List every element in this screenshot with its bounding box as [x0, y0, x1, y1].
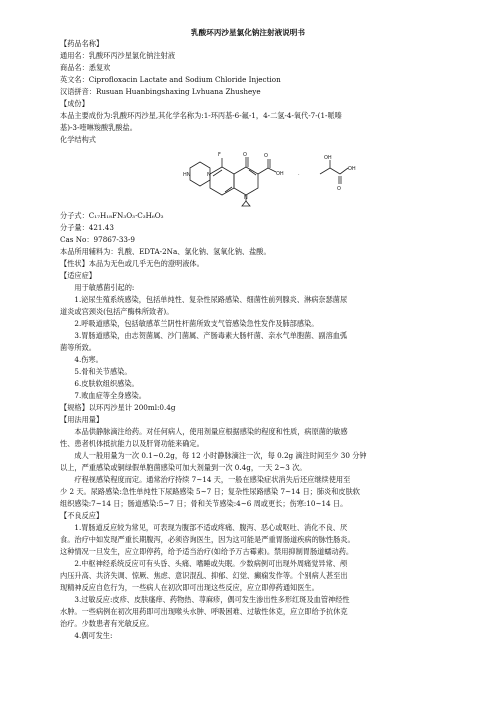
text-line: 【成份】 [60, 99, 89, 108]
text-line: 这种情况一旦发生，应立即停药，给予适当治疗(如给予万古霉素)。禁用抑制胃肠道蠕动药。 [60, 547, 354, 556]
text-line: 本品供静脉滴注给药。对任何病人，使用剂量应根据感染的程度和性质，病原菌的敏感 [60, 427, 348, 436]
text-line: 4.伤寒。 [60, 355, 103, 364]
text-line: 组织感染:7~14 日；肠道感染:5~7 日；骨和关节感染:4~6 周或更长；伤寒:10~14 日。 [60, 499, 348, 508]
text-line: 食。治疗中如发现严重长期腹泻，必须咨询医生，因为这可能是严重胃肠道疾病的脉性肠炎。 [60, 535, 355, 544]
text-line: 分子式：C₁₇H₁₈FN₃O₃·C₃H₆O₃ [60, 211, 164, 220]
svg-text:OH: OH [348, 166, 356, 172]
text-line: 用于敏感菌引起的: [60, 283, 135, 292]
svg-text:O: O [337, 186, 341, 192]
text-line: 菌等所致。 [60, 343, 96, 352]
svg-text:OH: OH [276, 171, 284, 177]
text-line: 现精神反应自危行为，一些病人在初次即可出现这些反应，应立即停药通知医生。 [60, 583, 319, 592]
text-line: 性、患者机体抵抗能力以及肝肾功能来确定。 [60, 439, 204, 448]
text-line: 【药品名称】 [60, 39, 104, 48]
text-line: 6.皮肤软组织感染。 [60, 379, 139, 388]
text-line: 道炎或宫颈炎(包括产酶株所致者)。 [60, 307, 174, 316]
text-line: 1.泌尿生殖系统感染，包括单纯性、复杂性尿路感染、细菌性前列腺炎、淋病奈瑟菌尿 [60, 295, 348, 304]
text-line: 1.胃肠道反应较为常见，可表现为腹部不适或疼痛、腹泻、恶心或呕吐、消化不良、厌 [60, 523, 348, 532]
text-line: 化学结构式 [60, 135, 96, 144]
chemical-structure-image [180, 144, 360, 208]
text-line: 【性状】本品为无色或几乎无色的澄明液体。 [60, 259, 204, 268]
text-line: 3.过敏反应:皮疹、皮肤瘙痒、药物热、荨麻疹，偶可发生渗出性多形红斑及血管神经性 [60, 595, 350, 604]
text-line: 水肿。一些病例在初次用药即可出现喉头水肿、呼吸困难、过敏性休克，应立即给予抗休克 [60, 607, 348, 616]
text-line: 2.中枢神经系统反应可有头昏、头痛、嗜睡或失眠。少数病例可出现外周痛觉异常、颅 [60, 559, 348, 568]
text-line: 3.胃肠道感染，由志贺菌属、沙门菌属、产肠毒素大肠杆菌、亲水气单胞菌、副溶血弧 [60, 331, 348, 340]
text-line: 成人一般用量为一次 0.1~0.2g，每 12 小时静脉滴注一次，每 0.2g 滴注时间至少 30 分钟 [60, 451, 367, 460]
text-line: 治疗。少数患者有光敏反应。 [60, 619, 154, 628]
text-line: 商品名：悉复欢 [60, 63, 111, 72]
svg-text:N: N [244, 195, 248, 201]
text-line: 英文名：Ciprofloxacin Lactate and Sodium Chloride Injection [60, 75, 281, 84]
svg-text:N: N [207, 172, 211, 178]
text-line: 少 2 天。尿路感染:急性单纯性下尿路感染 5~7 日；复杂性尿路感染 7~14 日；肺炎和皮肤软 [60, 487, 360, 496]
text-line: 疗程视感染程度而定。通常治疗持续 7~14 天，一般在感染症状消失后还应继续使用至 [60, 475, 351, 484]
text-line: 7.败血症等全身感染。 [60, 391, 146, 400]
svg-text:OH: OH [324, 155, 332, 161]
text-line: 【不良反应】 [60, 511, 104, 520]
text-line: 4.偶可发生: [60, 631, 113, 640]
text-line: 2.呼吸道感染，包括敏感革兰阴性杆菌所致支气管感染急性发作及肺部感染。 [60, 319, 319, 328]
text-line: 通用名：乳酸环丙沙星氯化钠注射液 [60, 51, 176, 60]
text-line: 汉语拼音：Rusuan Huanbingshaxing Lvhuana Zhusheye [60, 87, 261, 96]
text-line: 【规格】以环丙沙星计 200ml:0.4g [60, 403, 176, 412]
text-line: 内压升高、共济失调、惊厥、焦虑、意识混乱、抑郁、幻觉、癫痫发作等。个别病人甚至出 [60, 571, 348, 580]
document-title: 乳酸环丙沙星氯化钠注射液说明书 [191, 28, 305, 37]
text-line: 5.骨和关节感染。 [60, 367, 132, 376]
text-line: Cas No：97867-33-9 [60, 235, 136, 244]
text-line: 以上，严重感染或铜绿假单胞菌感染可加大剂量到一次 0.4g，一天 2~3 次。 [60, 463, 307, 472]
text-line: 【用法用量】 [60, 415, 104, 424]
text-line: 【适应症】 [60, 271, 96, 280]
svg-text:HN: HN [183, 172, 191, 178]
svg-text:F: F [218, 152, 221, 158]
text-line: 分子量：421.43 [60, 223, 114, 232]
svg-text:O: O [264, 153, 268, 159]
svg-text:O: O [243, 152, 247, 158]
text-line: 本品所用辅料为：乳酸、EDTA-2Na、氯化钠、氢氧化钠、盐酸。 [60, 247, 271, 256]
text-line: 本品主要成份为:乳酸环丙沙星,其化学名称为:1-环丙基-6-氟-1，4-二氢-4-氧代-7-(1-哌嗪 [60, 111, 342, 120]
svg-text:·: · [298, 172, 300, 178]
text-line: 基)-3-喹啉羧酸乳酸盐。 [60, 123, 137, 132]
